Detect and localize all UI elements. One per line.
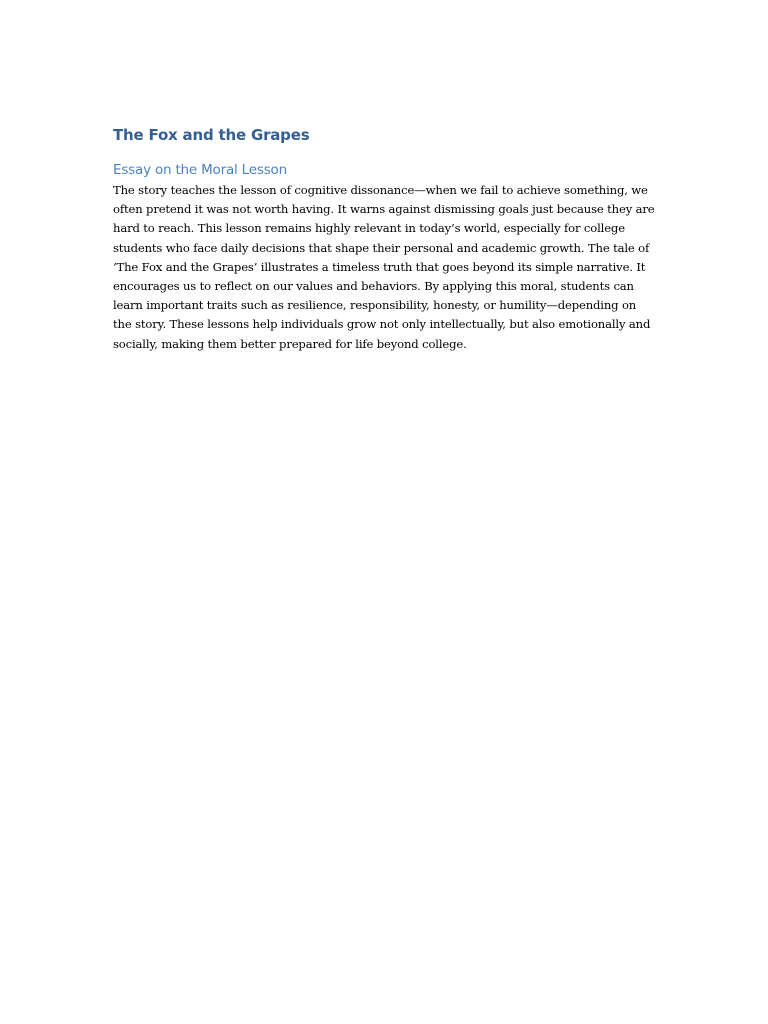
body-paragraph: The story teaches the lesson of cognitive dissonance—when we fail to achieve something, we often pretend it was not worth having. It warns against dismissing goals just because they are hard to reach. This lesson remains highly relevant in today’s world, especially for college students who face daily decisions that shape their personal and academic growth. The tale of ‘The Fox and the Grapes’ illustrates a timeless truth that goes beyond its simple narrative. It encourages us to reflect on our values and behaviors. By applying this moral, students can learn important traits such as resilience, responsibility, honesty, or humility—depending on the story. These lessons help individuals grow not only intellectually, but also emotionally and socially, making them better prepared for life beyond college. [113, 183, 655, 351]
document-title: The Fox and the Grapes [113, 126, 310, 144]
document-content [113, 124, 658, 354]
section-heading: Essay on the Moral Lesson [113, 162, 287, 178]
